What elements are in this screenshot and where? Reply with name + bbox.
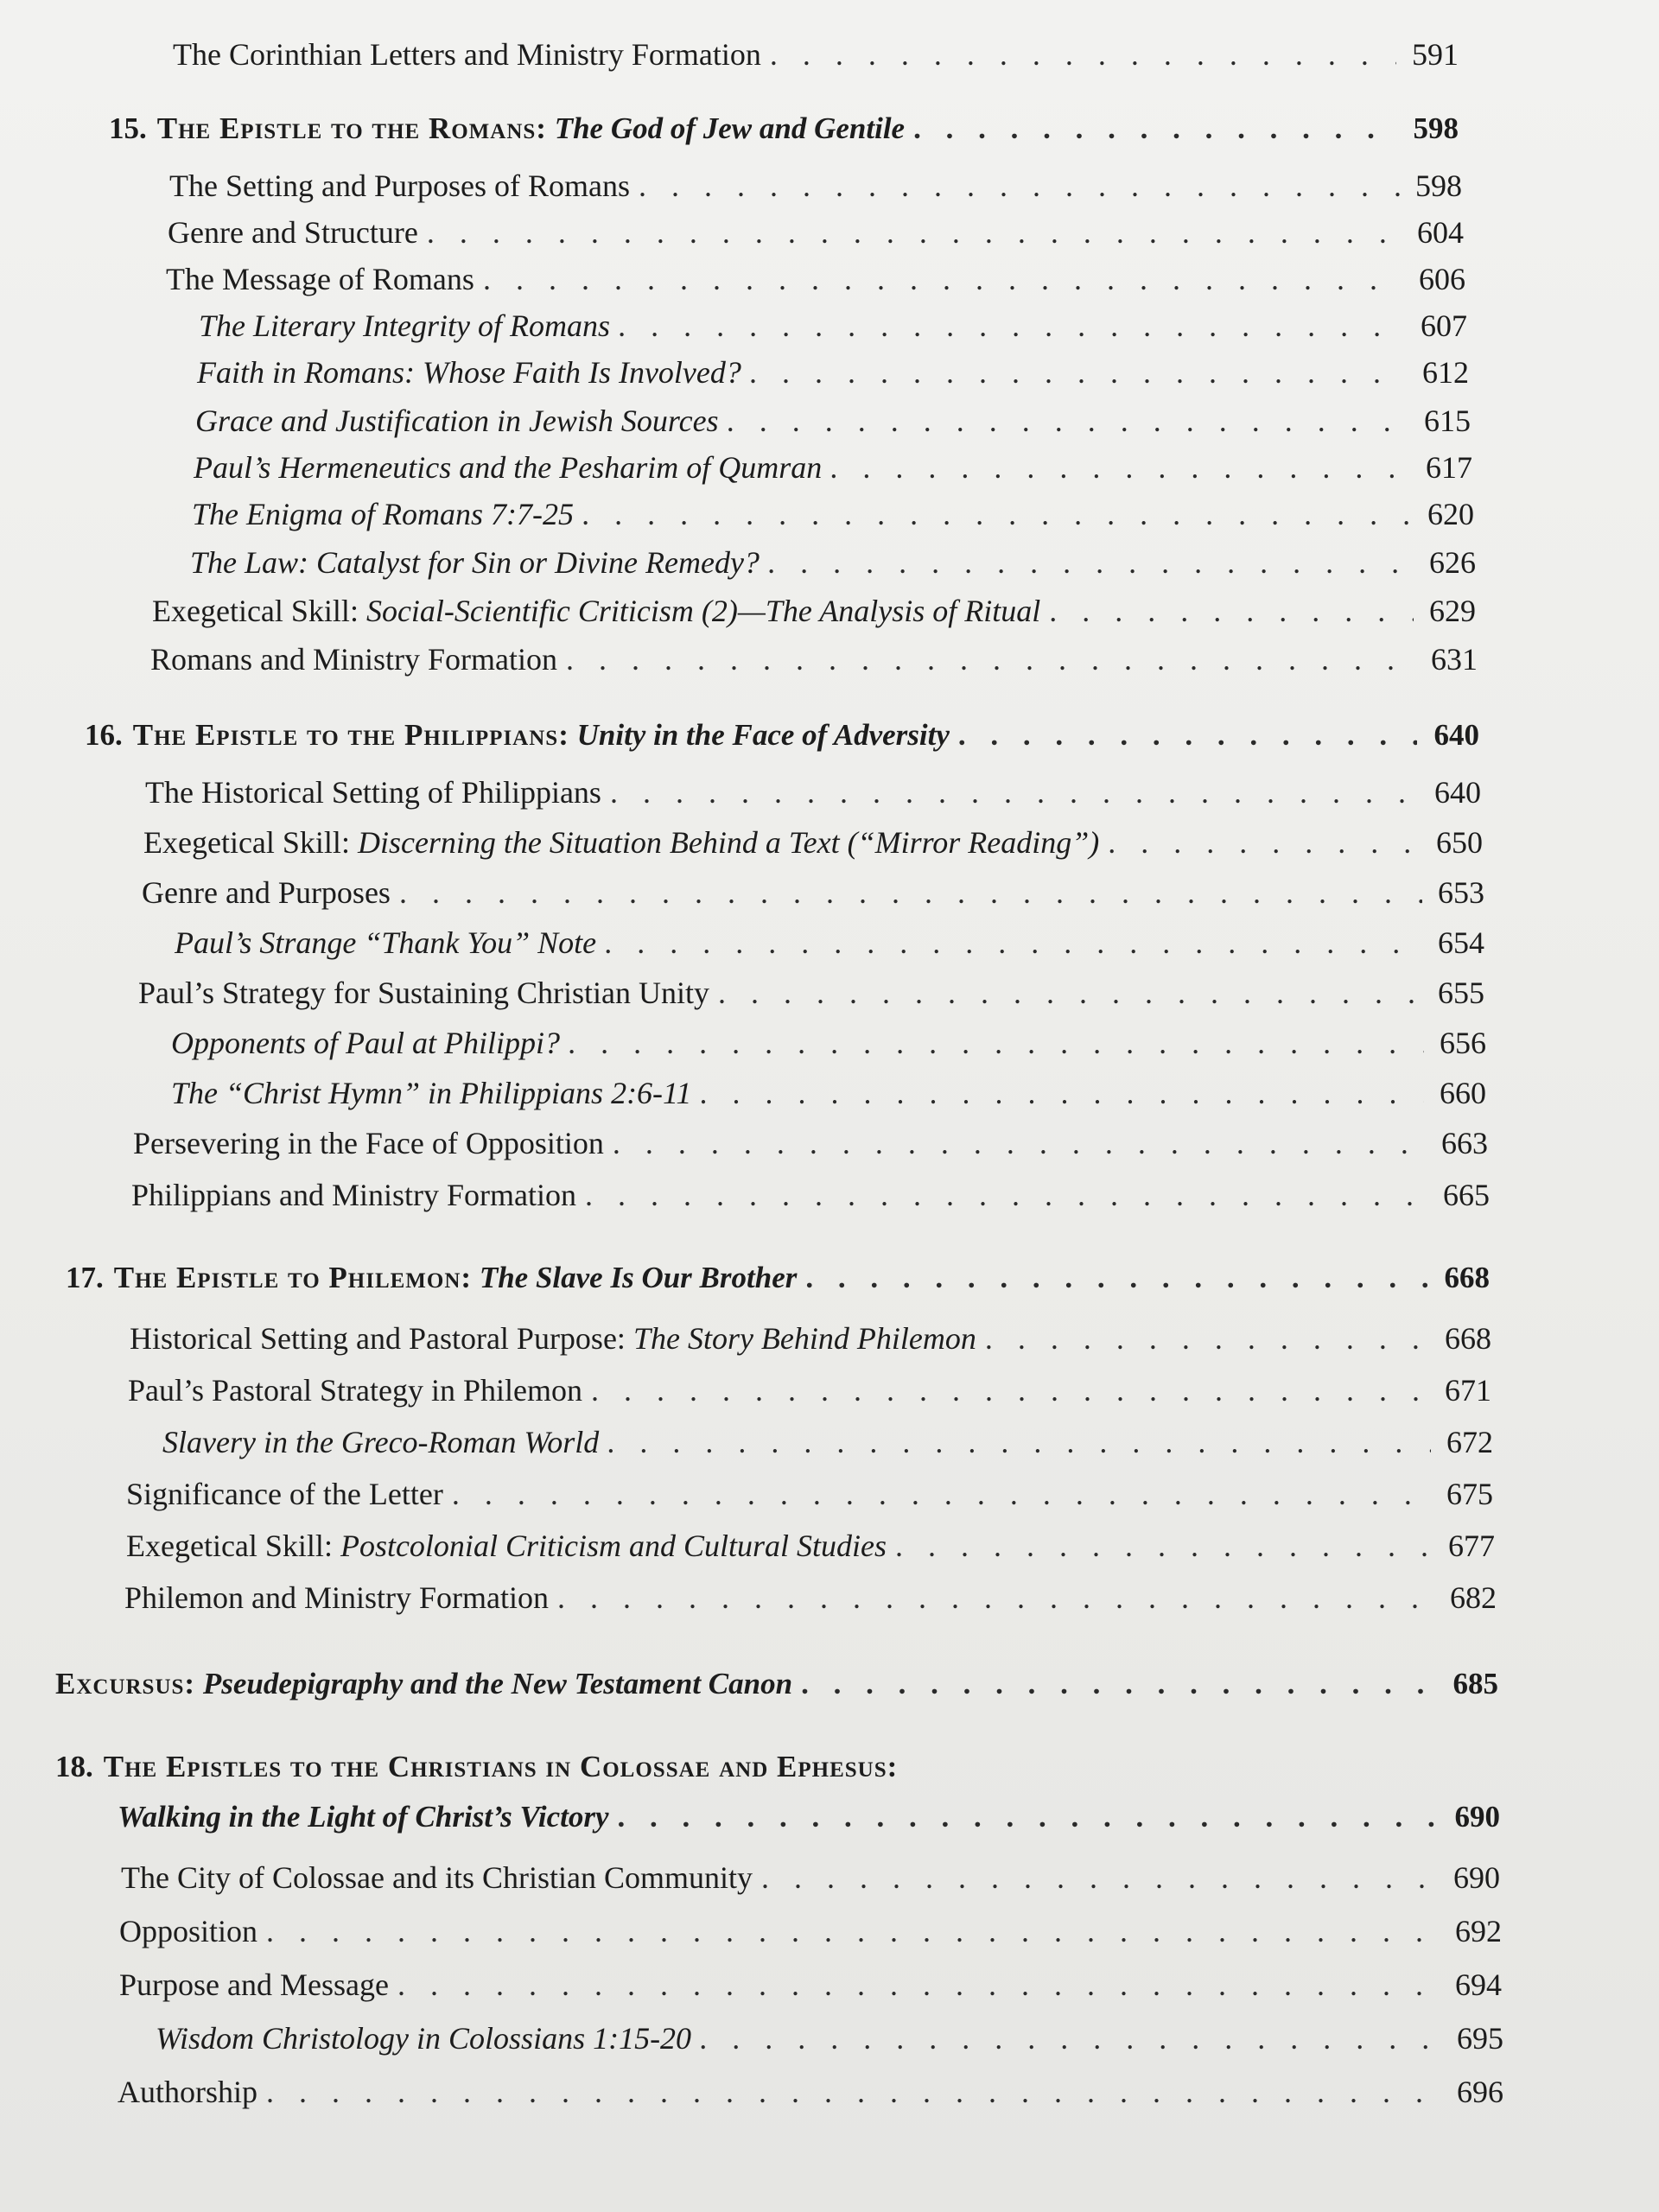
- toc-page-number: 671: [1445, 1373, 1491, 1408]
- leader-dots: [566, 641, 1415, 678]
- leader-dots: [618, 1799, 1438, 1835]
- toc-entry[interactable]: [124, 1580, 1497, 1617]
- toc-entry-title: Genre and Purposes: [142, 875, 391, 910]
- toc-entry-title: Philippians and Ministry Formation: [131, 1178, 577, 1212]
- leader-dots: [607, 1424, 1431, 1461]
- toc-entry-title: Purpose and Message: [119, 1967, 389, 2002]
- chapter-subtitle: The Slave Is Our Brother: [479, 1261, 798, 1294]
- toc-subentry[interactable]: [175, 925, 1484, 962]
- toc-entry-title: Discerning the Situation Behind a Text (“Mirror Reading”): [357, 825, 1100, 860]
- leader-dots: [801, 1666, 1436, 1702]
- leader-dots: [266, 1913, 1440, 1950]
- toc-entry-title: Paul’s Hermeneutics and the Pesharim of Qumran: [194, 450, 823, 485]
- toc-page-number: 650: [1436, 825, 1483, 860]
- leader-dots: [591, 1372, 1429, 1409]
- toc-entry[interactable]: [143, 824, 1483, 861]
- toc-page-number: 695: [1457, 2021, 1503, 2056]
- chapter-number: 15.: [109, 111, 147, 145]
- toc-entry-title: The Message of Romans: [166, 262, 474, 296]
- chapter-subtitle: The God of Jew and Gentile: [554, 111, 906, 145]
- toc-page-number: 620: [1427, 497, 1474, 531]
- toc-entry-title: The “Christ Hymn” in Philippians 2:6-11: [171, 1076, 692, 1110]
- leader-dots: [958, 717, 1417, 753]
- chapter-subtitle: Pseudepigraphy and the New Testament Canon: [202, 1667, 793, 1700]
- skill-label: Exegetical Skill:: [143, 825, 350, 860]
- toc-entry-title: The Enigma of Romans 7:7-25: [192, 497, 574, 531]
- leader-dots: [1049, 593, 1414, 630]
- toc-subentry[interactable]: [199, 308, 1467, 345]
- chapter-number: 18.: [55, 1750, 93, 1783]
- toc-entry-title: The Law: Catalyst for Sin or Divine Remedy?: [190, 545, 760, 580]
- skill-label: Historical Setting and Pastoral Purpose:: [130, 1321, 626, 1356]
- toc-page-number: 626: [1429, 545, 1476, 580]
- toc-chapter-heading[interactable]: [55, 1749, 1498, 1785]
- toc-entry-title: The Literary Integrity of Romans: [199, 308, 610, 343]
- leader-dots: [427, 214, 1402, 251]
- skill-label: Exegetical Skill:: [126, 1529, 333, 1563]
- toc-page-number: 660: [1440, 1076, 1486, 1110]
- toc-entry-title: The Setting and Purposes of Romans: [169, 168, 630, 203]
- toc-subentry[interactable]: [171, 1025, 1486, 1062]
- toc-page-number: 663: [1441, 1126, 1488, 1160]
- leader-dots: [895, 1528, 1433, 1565]
- leader-dots: [768, 544, 1414, 582]
- leader-dots: [761, 1859, 1438, 1897]
- toc-entry[interactable]: [126, 1476, 1493, 1513]
- toc-entry-title: Faith in Romans: Whose Faith Is Involved?: [197, 355, 741, 390]
- toc-page-number: 682: [1450, 1580, 1497, 1615]
- toc-entry-title: Postcolonial Criticism and Cultural Studies: [340, 1529, 887, 1563]
- toc-entry[interactable]: [121, 1859, 1500, 1897]
- leader-dots: [985, 1320, 1429, 1357]
- toc-entry-title: Slavery in the Greco-Roman World: [162, 1425, 600, 1459]
- toc-entry-title: Grace and Justification in Jewish Sources: [195, 404, 719, 438]
- toc-entry[interactable]: [118, 2074, 1503, 2111]
- toc-entry-title: The Corinthian Letters and Ministry Formation: [173, 37, 761, 72]
- leader-dots: [613, 1125, 1426, 1162]
- leader-dots: [700, 1075, 1424, 1112]
- toc-page-number: 598: [1413, 111, 1459, 145]
- toc-entry-title: Paul’s Pastoral Strategy in Philemon: [128, 1373, 582, 1408]
- leader-dots: [805, 1260, 1427, 1296]
- toc-page-number: 640: [1433, 718, 1479, 752]
- toc-chapter-heading[interactable]: [109, 111, 1459, 147]
- leader-dots: [1108, 824, 1421, 861]
- toc-page-number: 656: [1440, 1026, 1486, 1060]
- skill-label: Exegetical Skill:: [152, 594, 359, 628]
- toc-entry-title: The Historical Setting of Philippians: [145, 775, 601, 810]
- leader-dots: [557, 1580, 1434, 1617]
- leader-dots: [452, 1476, 1431, 1513]
- chapter-title: The Epistle to the Philippians:: [132, 718, 569, 752]
- toc-entry[interactable]: [166, 261, 1465, 298]
- toc-page-number: 653: [1438, 875, 1484, 910]
- leader-dots: [585, 1177, 1427, 1214]
- toc-entry-title: Authorship: [118, 2075, 257, 2109]
- toc-subentry[interactable]: [195, 403, 1471, 440]
- toc-page-number: 655: [1438, 976, 1484, 1010]
- toc-subentry[interactable]: [197, 354, 1469, 391]
- toc-entry[interactable]: [142, 874, 1484, 912]
- toc-entry[interactable]: [138, 975, 1484, 1012]
- toc-subentry[interactable]: [162, 1424, 1493, 1461]
- toc-subentry[interactable]: [171, 1075, 1486, 1112]
- chapter-number: 17.: [66, 1261, 104, 1294]
- toc-excursus-heading[interactable]: [55, 1666, 1498, 1702]
- toc-entry-title: Paul’s Strange “Thank You” Note: [175, 925, 597, 960]
- toc-page-number: 591: [1412, 37, 1459, 72]
- toc-page-number: 654: [1438, 925, 1484, 960]
- toc-page-number: 690: [1454, 1800, 1500, 1834]
- toc-entry-title: Philemon and Ministry Formation: [124, 1580, 549, 1615]
- toc-entry[interactable]: [150, 641, 1478, 678]
- toc-entry[interactable]: [168, 214, 1464, 251]
- toc-entry-title: The City of Colossae and its Christian Community: [121, 1860, 753, 1895]
- toc-entry[interactable]: [133, 1125, 1488, 1162]
- toc-page-number: 692: [1455, 1914, 1502, 1948]
- toc-entry-title: Romans and Ministry Formation: [150, 642, 557, 677]
- toc-page-number: 640: [1434, 775, 1481, 810]
- toc-page-number: 617: [1426, 450, 1472, 485]
- toc-page-number: 598: [1415, 168, 1462, 203]
- toc-entry-title: Social-Scientific Criticism (2)—The Analysis of Ritual: [365, 594, 1041, 628]
- toc-entry-title: Opposition: [119, 1914, 258, 1948]
- leader-dots: [483, 261, 1403, 298]
- toc-subentry[interactable]: [190, 544, 1476, 582]
- toc-entry-title: Genre and Structure: [168, 215, 418, 250]
- toc-subentry[interactable]: [194, 449, 1472, 486]
- toc-page-number: 631: [1431, 642, 1478, 677]
- toc-page-number: 668: [1445, 1321, 1491, 1356]
- toc-page-number: 615: [1424, 404, 1471, 438]
- leader-dots: [266, 2074, 1441, 2111]
- toc-page-number: 672: [1446, 1425, 1493, 1459]
- chapter-subtitle: Walking in the Light of Christ’s Victory: [118, 1800, 609, 1834]
- toc-subentry[interactable]: [156, 2020, 1503, 2057]
- toc-page-number: 606: [1419, 262, 1465, 296]
- leader-dots: [718, 975, 1422, 1012]
- toc-entry[interactable]: [169, 168, 1462, 205]
- toc-page-number: 677: [1448, 1529, 1495, 1563]
- leader-dots: [582, 496, 1412, 533]
- toc-page-number: 668: [1444, 1261, 1490, 1294]
- leader-dots: [639, 168, 1400, 205]
- leader-dots: [913, 111, 1396, 147]
- toc-entry[interactable]: [119, 1967, 1502, 2004]
- toc-page-number: 685: [1452, 1667, 1498, 1700]
- toc-entry[interactable]: [173, 36, 1459, 73]
- toc-chapter-heading[interactable]: [85, 717, 1479, 753]
- toc-entry[interactable]: [126, 1528, 1495, 1565]
- toc-entry[interactable]: [131, 1177, 1490, 1214]
- toc-chapter-heading-continued[interactable]: [118, 1799, 1500, 1835]
- toc-entry[interactable]: [130, 1320, 1491, 1357]
- chapter-title: The Epistles to the Christians in Colossae and Ephesus:: [103, 1750, 899, 1783]
- toc-page-number: 694: [1455, 1967, 1502, 2002]
- leader-dots: [399, 874, 1422, 912]
- leader-dots: [569, 1025, 1424, 1062]
- toc-page-number: 665: [1443, 1178, 1490, 1212]
- toc-entry[interactable]: [119, 1913, 1502, 1950]
- toc-chapter-heading[interactable]: [66, 1260, 1490, 1296]
- leader-dots: [700, 2020, 1441, 2057]
- toc-page-number: 696: [1457, 2075, 1503, 2109]
- chapter-title: The Epistle to the Romans:: [156, 111, 547, 145]
- leader-dots: [610, 774, 1419, 811]
- leader-dots: [397, 1967, 1440, 2004]
- toc-entry-title: Persevering in the Face of Opposition: [133, 1126, 604, 1160]
- toc-page-number: 690: [1453, 1860, 1500, 1895]
- leader-dots: [605, 925, 1422, 962]
- toc-subentry[interactable]: [192, 496, 1474, 533]
- chapter-subtitle: Unity in the Face of Adversity: [576, 718, 950, 752]
- toc-entry[interactable]: [128, 1372, 1491, 1409]
- toc-entry[interactable]: [152, 593, 1476, 630]
- toc-page-number: 607: [1421, 308, 1467, 343]
- leader-dots: [830, 449, 1410, 486]
- chapter-title: The Epistle to Philemon:: [113, 1261, 473, 1294]
- leader-dots: [770, 36, 1396, 73]
- toc-page-number: 629: [1429, 594, 1476, 628]
- toc-entry[interactable]: [145, 774, 1481, 811]
- leader-dots: [750, 354, 1407, 391]
- chapter-number: 16.: [85, 718, 123, 752]
- leader-dots: [728, 403, 1408, 440]
- leader-dots: [619, 308, 1405, 345]
- toc-page-number: 604: [1417, 215, 1464, 250]
- toc-entry-title: Paul’s Strategy for Sustaining Christian Unity: [138, 976, 709, 1010]
- toc-entry-title: Significance of the Letter: [126, 1477, 443, 1511]
- toc-entry-title: The Story Behind Philemon: [632, 1321, 976, 1356]
- toc-entry-title: Wisdom Christology in Colossians 1:15-20: [156, 2021, 692, 2056]
- toc-page-number: 612: [1422, 355, 1469, 390]
- chapter-title: Excursus:: [55, 1667, 196, 1700]
- toc-entry-title: Opponents of Paul at Philippi?: [171, 1026, 560, 1060]
- toc-page-number: 675: [1446, 1477, 1493, 1511]
